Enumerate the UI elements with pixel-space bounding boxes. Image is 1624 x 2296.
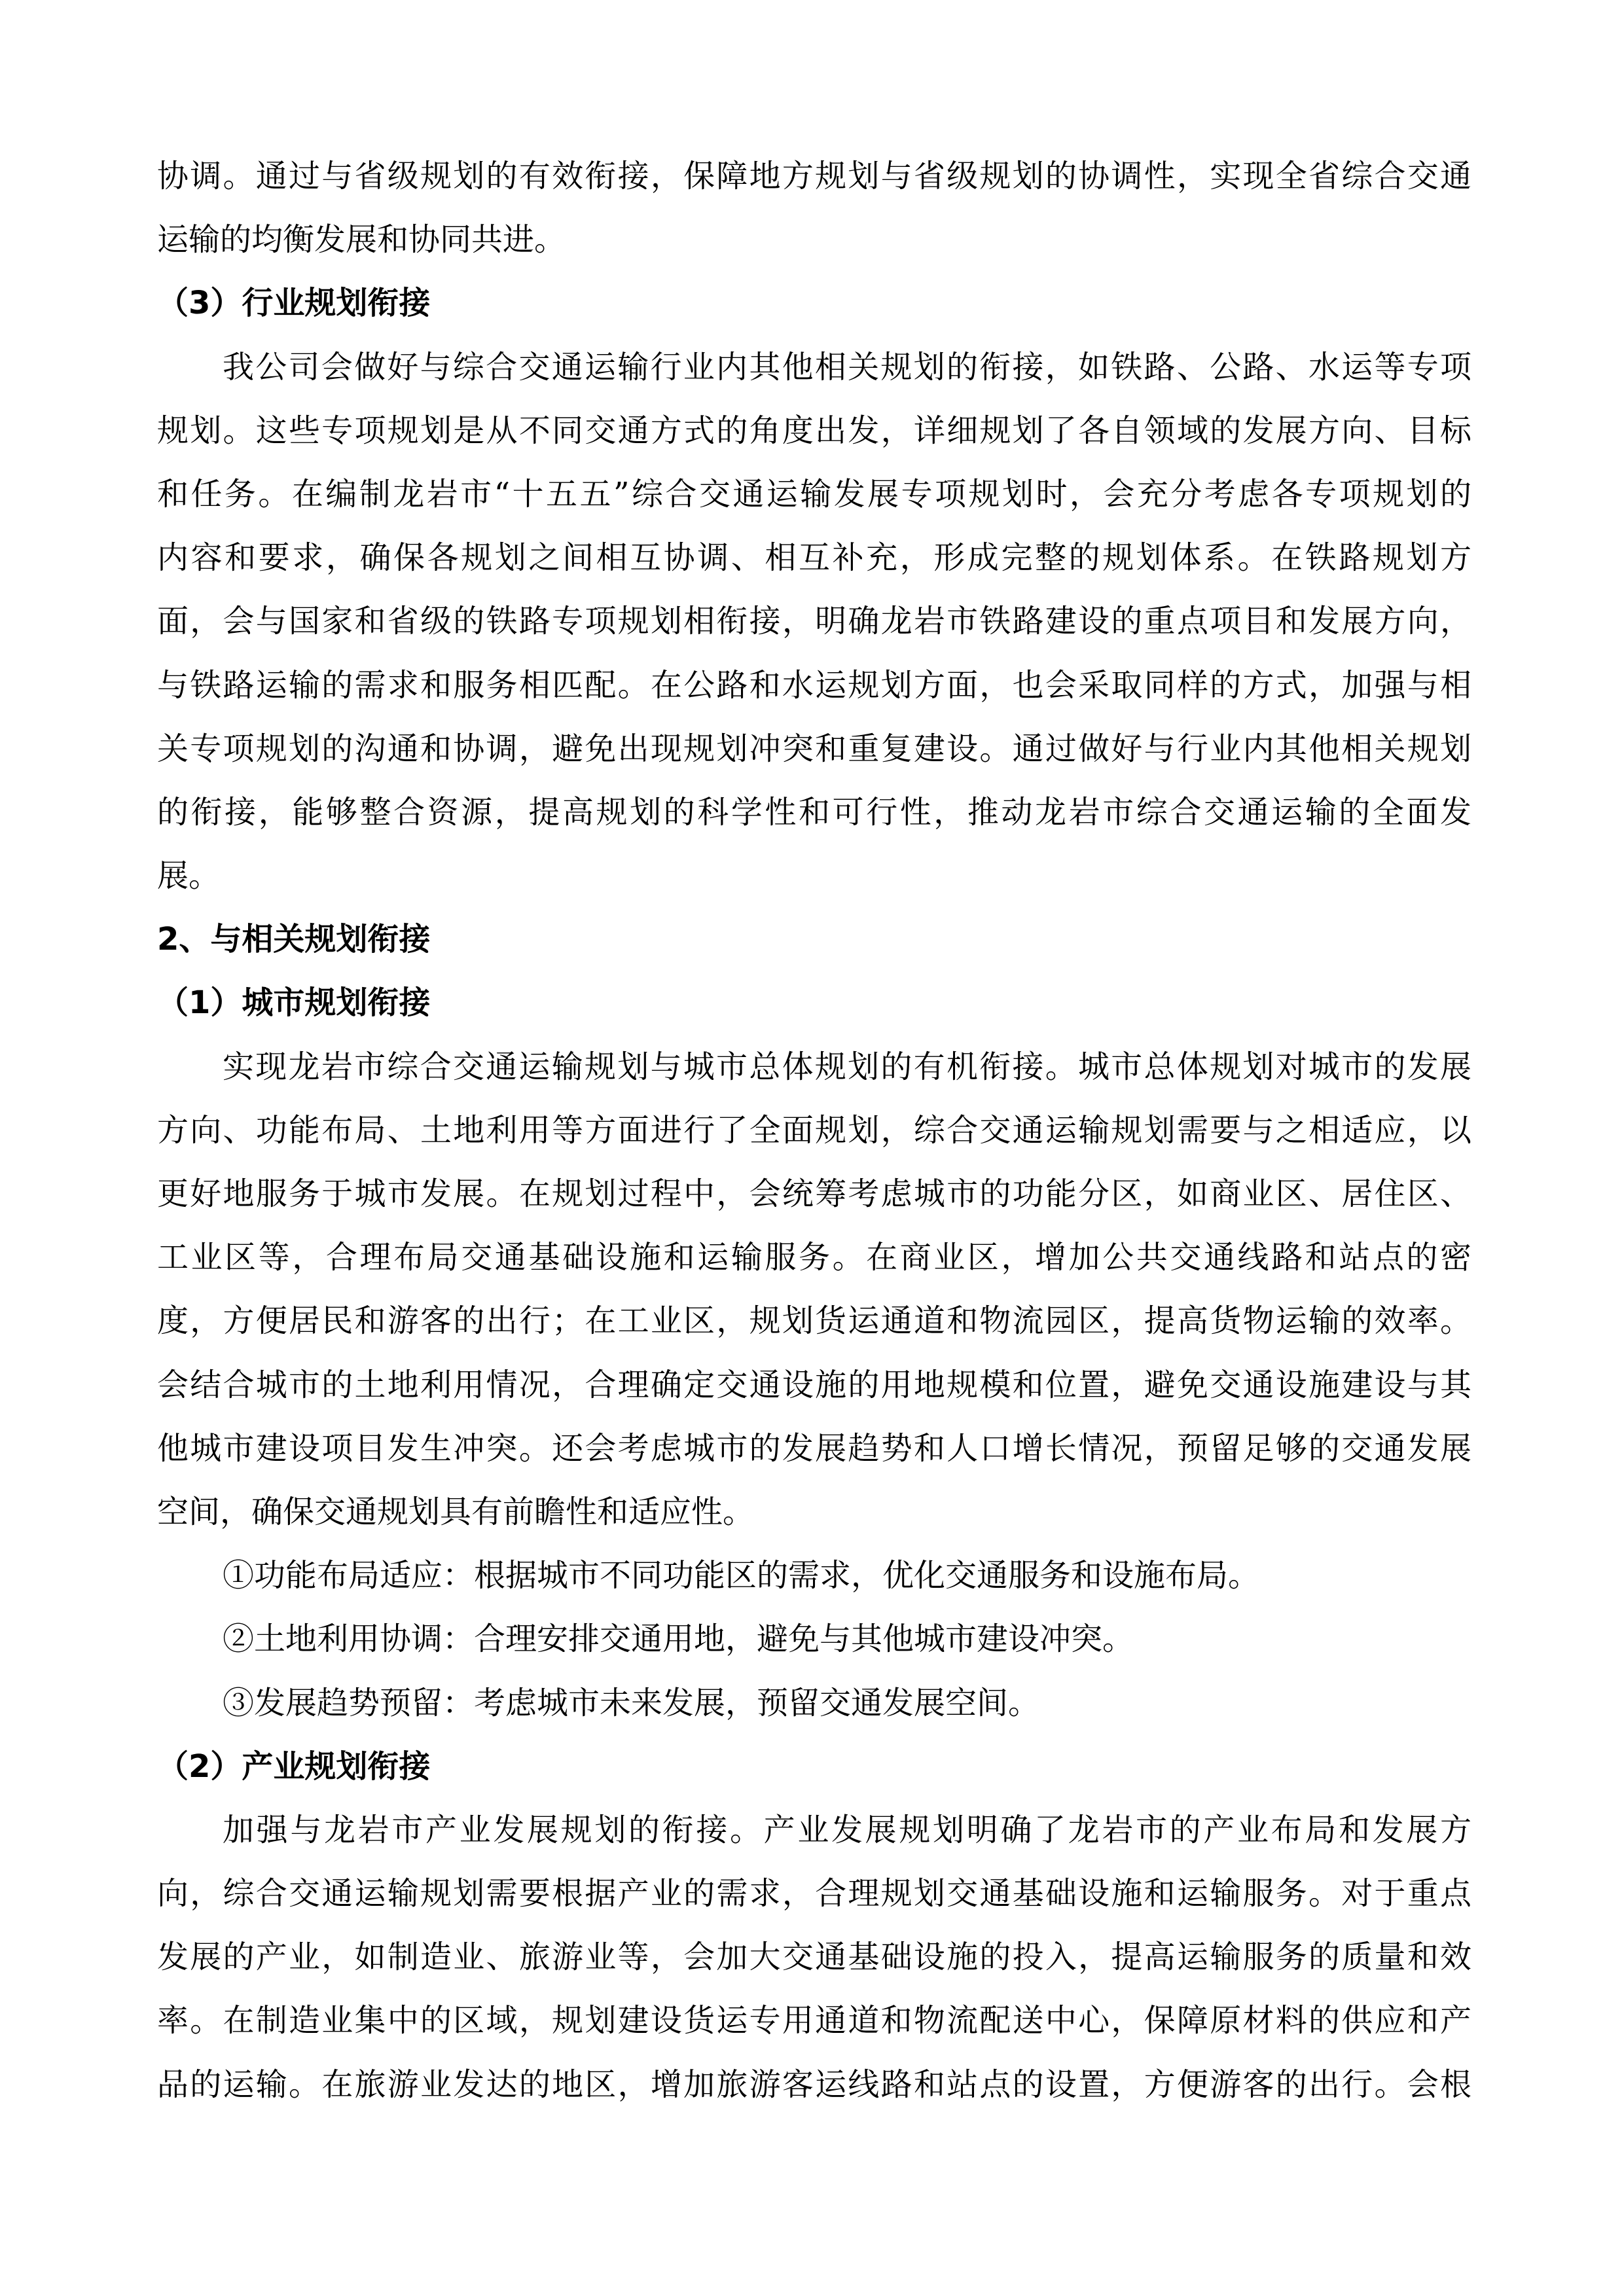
paragraph-line: 度，方便居民和游客的出行；在工业区，规划货运通道和物流园区，提高货物运输的效率。 bbox=[157, 1302, 1471, 1340]
paragraph-line: 协调。通过与省级规划的有效衔接，保障地方规划与省级规划的协调性，实现全省综合交通 bbox=[157, 158, 1471, 194]
section-heading: 2、与相关规划衔接 bbox=[157, 921, 431, 958]
section-heading: （3）行业规划衔接 bbox=[157, 285, 431, 322]
paragraph-line: 运输的均衡发展和协同共进。 bbox=[157, 221, 566, 259]
paragraph-line: 加强与龙岩市产业发展规划的衔接。产业发展规划明确了龙岩市的产业布局和发展方 bbox=[223, 1811, 1471, 1848]
paragraph-line: 品的运输。在旅游业发达的地区，增加旅游客运线路和站点的设置，方便游客的出行。会根 bbox=[157, 2066, 1471, 2103]
paragraph-line: 空间，确保交通规划具有前瞻性和适应性。 bbox=[157, 1493, 755, 1530]
paragraph-line: ②土地利用协调：合理安排交通用地，避免与其他城市建设冲突。 bbox=[223, 1621, 1134, 1658]
paragraph-line: 向，综合交通运输规划需要根据产业的需求，合理规划交通基础设施和运输服务。对于重点 bbox=[157, 1875, 1471, 1912]
paragraph-line: 工业区等，合理布局交通基础设施和运输服务。在商业区，增加公共交通线路和站点的密 bbox=[157, 1239, 1471, 1276]
paragraph-line: 面，会与国家和省级的铁路专项规划相衔接，明确龙岩市铁路建设的重点项目和发展方向， bbox=[157, 603, 1471, 640]
paragraph-line: 方向、功能布局、土地利用等方面进行了全面规划，综合交通运输规划需要与之相适应，以 bbox=[157, 1111, 1471, 1149]
paragraph-line: 实现龙岩市综合交通运输规划与城市总体规划的有机衔接。城市总体规划对城市的发展 bbox=[223, 1048, 1471, 1085]
paragraph-line: 率。在制造业集中的区域，规划建设货运专用通道和物流配送中心，保障原材料的供应和产 bbox=[157, 2002, 1471, 2039]
paragraph-line: ①功能布局适应：根据城市不同功能区的需求，优化交通服务和设施布局。 bbox=[223, 1557, 1260, 1594]
paragraph-line: 关专项规划的沟通和协调，避免出现规划冲突和重复建设。通过做好与行业内其他相关规划 bbox=[157, 730, 1471, 767]
paragraph-line: 内容和要求，确保各规划之间相互协调、相互补充，形成完整的规划体系。在铁路规划方 bbox=[157, 539, 1471, 577]
paragraph-line: ③发展趋势预留：考虑城市未来发展，预留交通发展空间。 bbox=[223, 1684, 1040, 1721]
paragraph-line: 更好地服务于城市发展。在规划过程中，会统筹考虑城市的功能分区，如商业区、居住区、 bbox=[157, 1175, 1471, 1212]
paragraph-line: 的衔接，能够整合资源，提高规划的科学性和可行性，推动龙岩市综合交通运输的全面发 bbox=[157, 793, 1471, 831]
paragraph-line: 与铁路运输的需求和服务相匹配。在公路和水运规划方面，也会采取同样的方式，加强与相 bbox=[157, 666, 1471, 704]
paragraph-line: 发展的产业，如制造业、旅游业等，会加大交通基础设施的投入，提高运输服务的质量和效 bbox=[157, 1939, 1471, 1976]
paragraph-line: 规划。这些专项规划是从不同交通方式的角度出发，详细规划了各自领域的发展方向、目标 bbox=[157, 412, 1471, 449]
paragraph-line: 和任务。在编制龙岩市“十五五”综合交通运输发展专项规划时，会充分考虑各专项规划的 bbox=[157, 475, 1471, 512]
document-body bbox=[157, 145, 1471, 2117]
paragraph-line: 会结合城市的土地利用情况，合理确定交通设施的用地规模和位置，避免交通设施建设与其 bbox=[157, 1366, 1471, 1403]
paragraph-line: 展。 bbox=[157, 857, 221, 895]
section-heading: （1）城市规划衔接 bbox=[157, 984, 431, 1022]
section-heading: （2）产业规划衔接 bbox=[157, 1748, 431, 1785]
paragraph-line: 我公司会做好与综合交通运输行业内其他相关规划的衔接，如铁路、公路、水运等专项 bbox=[223, 348, 1471, 386]
paragraph-line: 他城市建设项目发生冲突。还会考虑城市的发展趋势和人口增长情况，预留足够的交通发展 bbox=[157, 1429, 1471, 1467]
